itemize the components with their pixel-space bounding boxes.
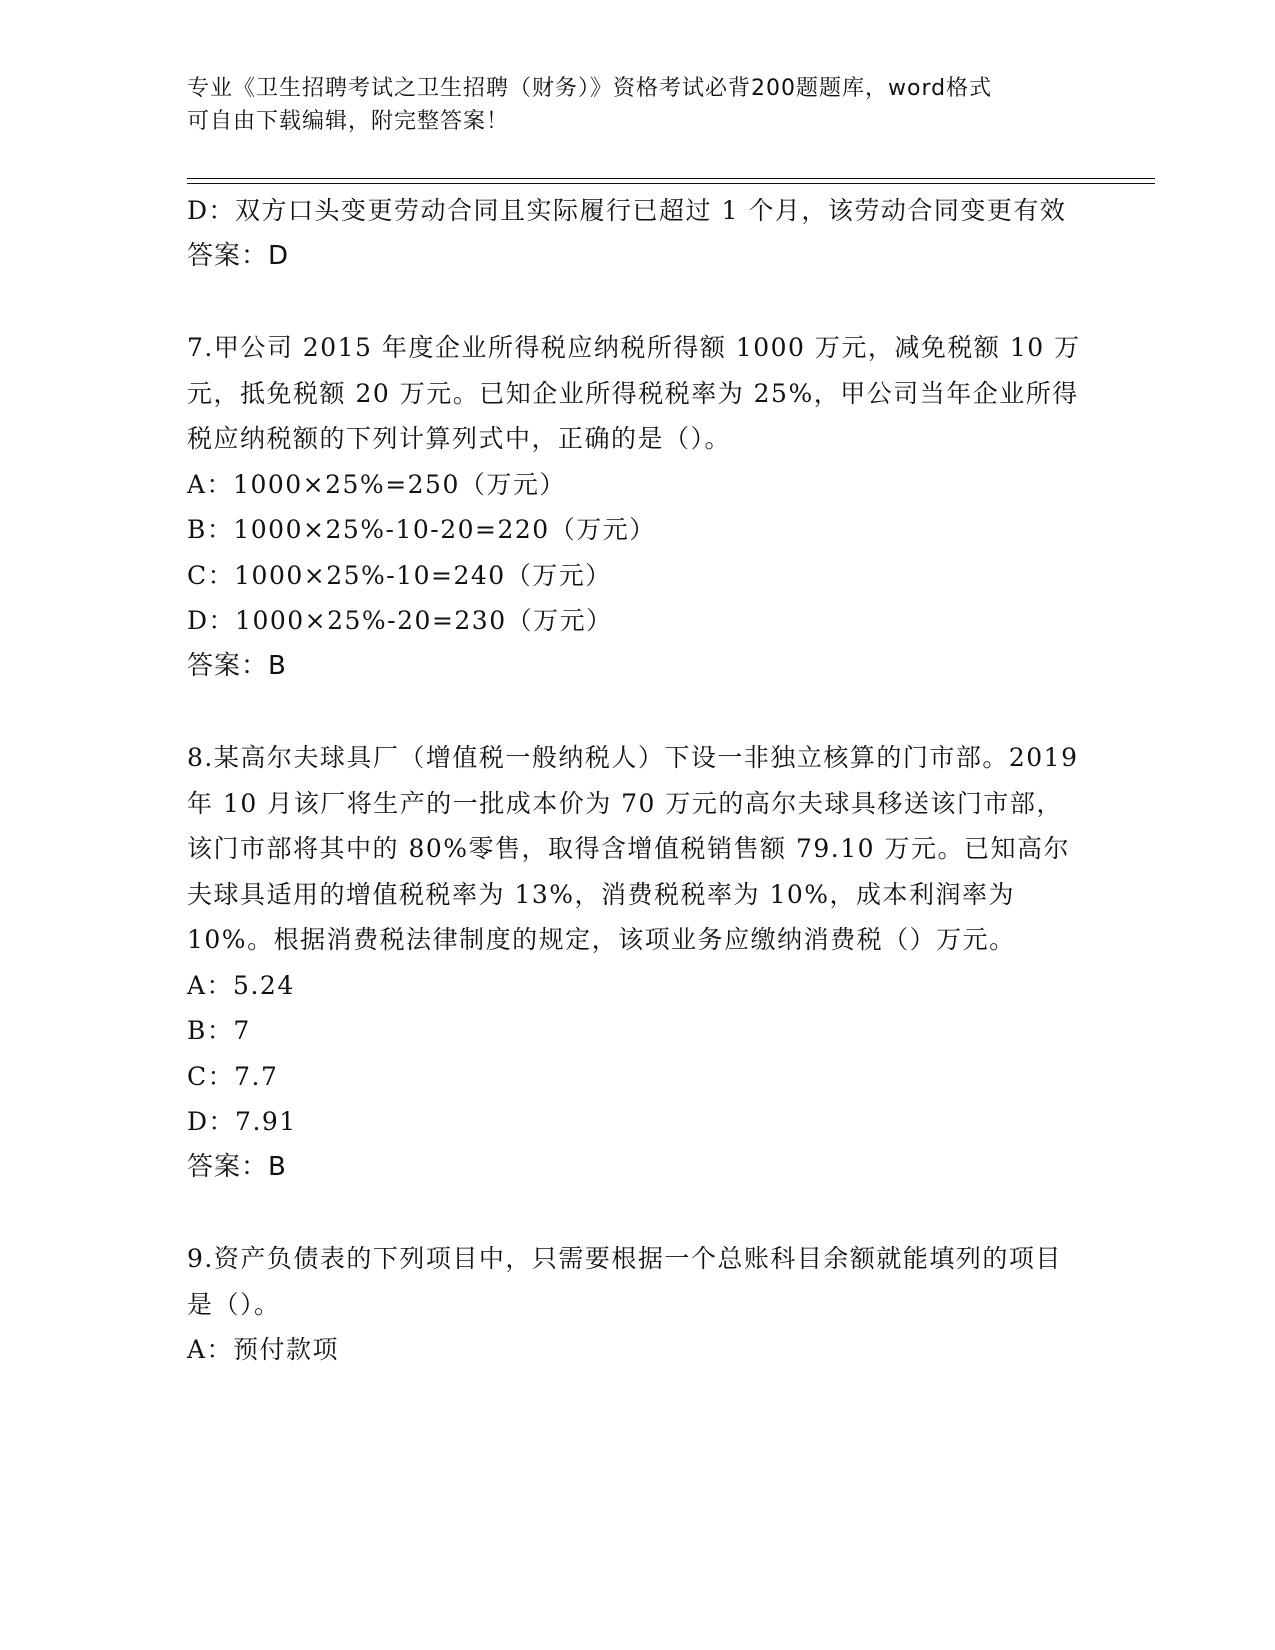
option-b: B：1000×25%-10-20=220（万元） xyxy=(187,515,656,544)
header-line-1: 专业《卫生招聘考试之卫生招聘（财务）》资格考试必背200题题库，word格式 xyxy=(187,76,993,101)
option-d: D：7.91 xyxy=(187,1107,297,1136)
header-line-2: 可自由下载编辑，附完整答案！ xyxy=(187,109,510,134)
answer-label: 答案：B xyxy=(187,650,287,681)
header-divider-bottom xyxy=(187,183,1155,184)
question-block-8 xyxy=(187,735,1087,1190)
answer-label: 答案：D xyxy=(187,240,290,271)
question-stem: 7.甲公司 2015 年度企业所得税应纳税所得额 1000 万元，减免税额 10 万元，抵免税额 20 万元。已知企业所得税税率为 25%，甲公司当年企业所得税应纳税额的下列计算列式中，正确的是（）。 xyxy=(187,333,1081,453)
question-stem: 8.某高尔夫球具厂（增值税一般纳税人）下设一非独立核算的门市部。2019 年 10 月该厂将生产的一批成本价为 70 万元的高尔夫球具移送该门市部，该门市部将其中的 80%零售，取得含增值税销售额 79.10 万元。已知高尔夫球具适用的增值税税率为 13%，消费税税率为 10%，成本利润率为 10%。根据消费税法律制度的规定，该项业务应缴纳消费税（）万元。 xyxy=(187,743,1079,954)
option-c: C：7.7 xyxy=(187,1061,279,1091)
question-stem: 9.资产负债表的下列项目中，只需要根据一个总账科目余额就能填列的项目是（）。 xyxy=(187,1244,1062,1319)
question-list xyxy=(187,188,1087,1373)
answer-label: 答案：B xyxy=(187,1151,287,1182)
question-block-7 xyxy=(187,325,1087,689)
question-block-9 xyxy=(187,1236,1087,1373)
option-c: C：1000×25%-10=240（万元） xyxy=(187,560,612,590)
option-b: B：7 xyxy=(187,1016,251,1045)
document-header xyxy=(187,72,1067,138)
option-a: A：5.24 xyxy=(187,970,295,1000)
option-a: A：预付款项 xyxy=(187,1335,340,1364)
header-divider-top xyxy=(187,178,1155,179)
option-d: D：双方口头变更劳动合同且实际履行已超过 1 个月，该劳动合同变更有效 xyxy=(187,196,1067,225)
question-block-6 xyxy=(187,188,1087,279)
option-a: A：1000×25%=250（万元） xyxy=(187,469,566,499)
option-d: D：1000×25%-20=230（万元） xyxy=(187,606,613,635)
